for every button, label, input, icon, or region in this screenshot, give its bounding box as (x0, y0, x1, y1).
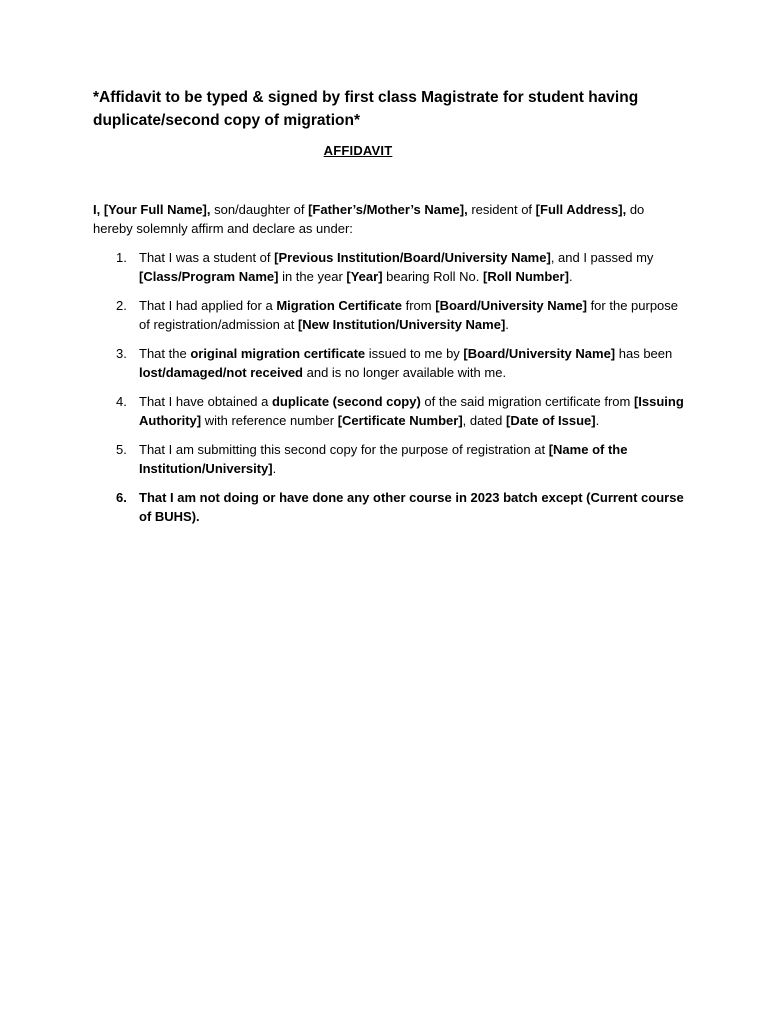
text-segment: in the year (278, 269, 347, 284)
text-segment: from (402, 298, 436, 313)
text-segment: for the purpose of registration/admission at (139, 298, 679, 332)
text-segment: That I was a student of (139, 250, 275, 265)
text-segment: , dated (462, 413, 507, 428)
text-segment: resident of (467, 202, 536, 217)
bold-text: [New Institution/University Name] (297, 317, 506, 332)
text-segment: That the (139, 346, 191, 361)
item-text (139, 490, 684, 524)
text-segment: issued to me by (365, 346, 464, 361)
declaration-item (108, 248, 688, 286)
text-segment: , and I passed my (550, 250, 654, 265)
text-segment: That I am submitting this second copy for the purpose of registration at (139, 442, 549, 457)
bold-text: [Full Address], (535, 202, 627, 217)
declaration-item (108, 392, 688, 430)
bold-text: [Class/Program Name] (139, 269, 279, 284)
affidavit-title: AFFIDAVIT (323, 143, 393, 158)
bold-text: Migration Certificate (276, 298, 402, 313)
item-number: 2. (116, 298, 127, 313)
declaration-item (108, 296, 688, 334)
text-segment: . (272, 461, 277, 476)
bold-text: I, [Your Full Name], (93, 202, 211, 217)
item-number: 6. (116, 490, 127, 505)
intro-paragraph (93, 200, 683, 238)
item-number: 5. (116, 442, 127, 457)
text-segment: That I have obtained a (139, 394, 272, 409)
item-number: 1. (116, 250, 127, 265)
text-segment: of the said migration certificate from (420, 394, 634, 409)
bold-text: lost/damaged/not received (139, 365, 303, 380)
item-text (139, 298, 678, 332)
bold-text: [Board/University Name] (463, 346, 616, 361)
bold-text: [Previous Institution/Board/University Name] (274, 250, 551, 265)
bold-text: [Issuing Authority] (139, 394, 684, 428)
bold-text: [Board/University Name] (435, 298, 587, 313)
bold-text: duplicate (second copy) (271, 394, 421, 409)
document-heading: *Affidavit to be typed & signed by first class Magistrate for student having duplicate/second copy of migration* (93, 89, 639, 129)
text-segment: . (595, 413, 600, 428)
item-text (139, 394, 684, 428)
item-number: 4. (116, 394, 127, 409)
bold-text: That I am not doing or have done any other course in 2023 batch except (Current course of BUHS). (139, 490, 684, 524)
bold-text: [Date of Issue] (506, 413, 596, 428)
bold-text: original migration certificate (190, 346, 366, 361)
bold-text: [Name of the Institution/University] (139, 442, 628, 476)
text-segment: do hereby solemnly affirm and declare as under: (93, 202, 645, 236)
declaration-item (108, 440, 688, 478)
item-text (139, 442, 627, 476)
text-segment: . (505, 317, 509, 332)
bold-text: [Certificate Number] (337, 413, 463, 428)
text-segment: has been (615, 346, 673, 361)
declaration-list (108, 248, 688, 536)
text-segment: with reference number (201, 413, 338, 428)
text-segment: bearing Roll No. (382, 269, 483, 284)
text-segment: son/daughter of (210, 202, 309, 217)
item-number: 3. (116, 346, 127, 361)
item-text (139, 346, 672, 380)
bold-text: [Roll Number] (482, 269, 569, 284)
bold-text: [Father’s/Mother’s Name], (308, 202, 468, 217)
bold-text: [Year] (346, 269, 383, 284)
declaration-item (108, 344, 688, 382)
item-text (139, 250, 653, 284)
text-segment: That I had applied for a (139, 298, 277, 313)
text-segment: . (568, 269, 573, 284)
declaration-item (108, 488, 688, 526)
text-segment: and is no longer available with me. (303, 365, 507, 380)
